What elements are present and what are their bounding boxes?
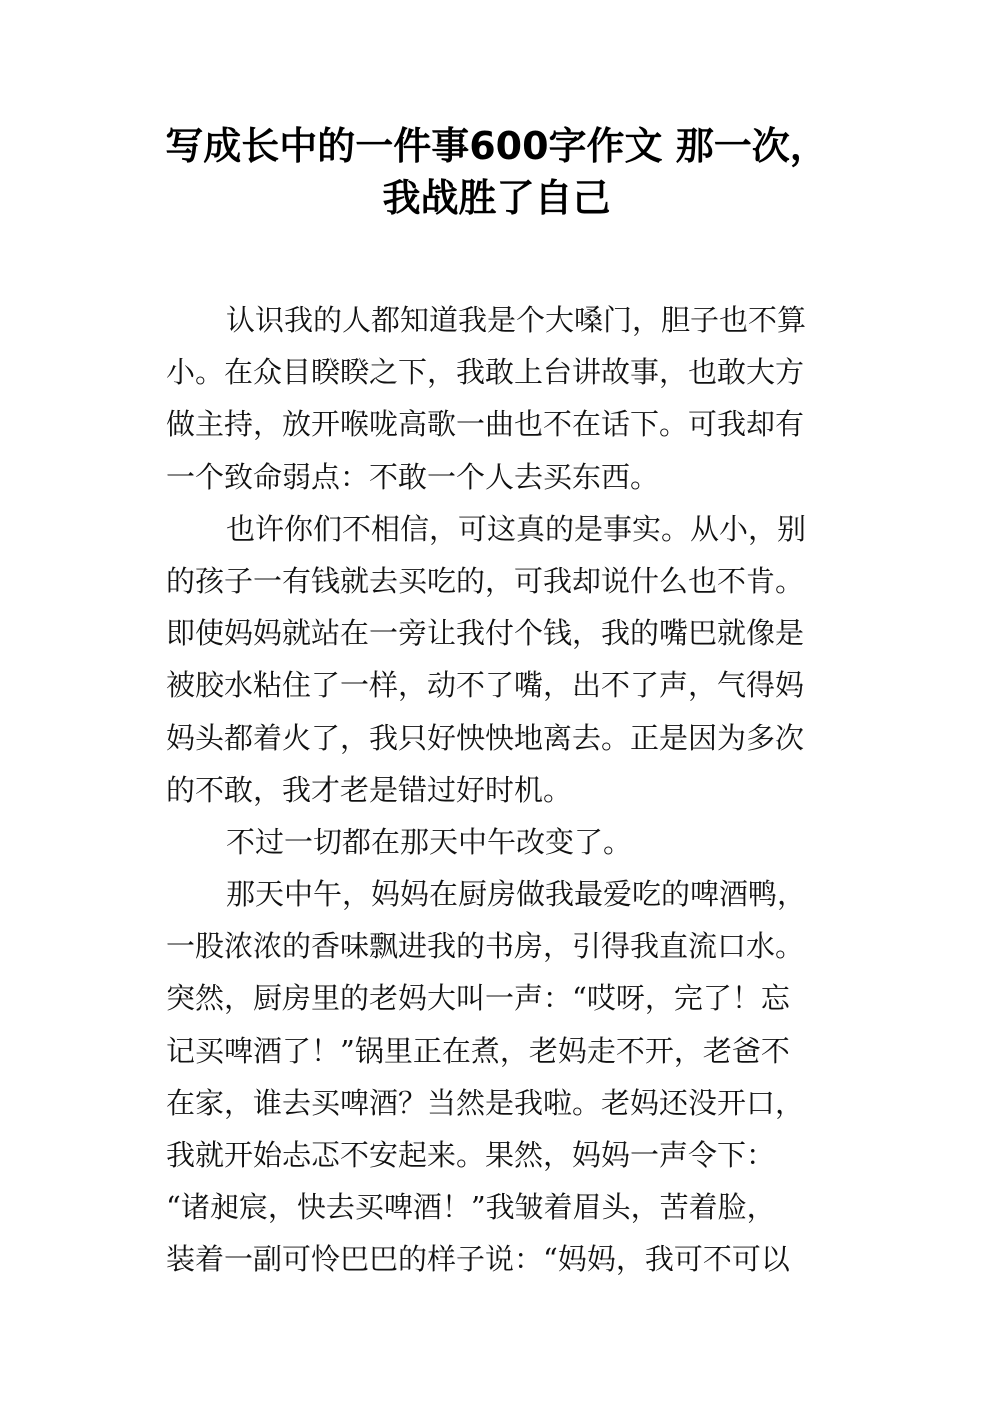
text-line: 的孩子一有钱就去买吃的，可我却说什么也不肯。 <box>166 563 805 598</box>
text-line: 装着一副可怜巴巴的样子说：“妈妈，我可不可以 <box>166 1242 790 1277</box>
text-line: 记买啤酒了！”锅里正在煮，老妈走不开，老爸不 <box>166 1033 790 1068</box>
text-line: 小。在众目睽睽之下，我敢上台讲故事，也敢大方 <box>166 355 805 390</box>
text-line: “诸昶宸，快去买啤酒！”我皱着眉头，苦着脸， <box>166 1190 776 1225</box>
text-line: 一股浓浓的香味飘进我的书房，引得我直流口水。 <box>166 929 805 964</box>
text-line: 突然，厨房里的老妈大叫一声：“哎呀，完了！忘 <box>166 981 790 1016</box>
text-line: 做主持，放开喉咙高歌一曲也不在话下。可我却有 <box>166 407 805 442</box>
text-line: 被胶水粘住了一样，动不了嘴，出不了声，气得妈 <box>166 668 805 703</box>
text-line: 认识我的人都知道我是个大嗓门，胆子也不算 <box>226 303 807 337</box>
text-line: 那天中午，妈妈在厨房做我最爱吃的啤酒鸭， <box>226 877 807 912</box>
text-line: 也许你们不相信，可这真的是事实。从小，别 <box>226 511 807 546</box>
text-line: 我就开始忐忑不安起来。果然，妈妈一声令下： <box>166 1138 776 1172</box>
title-line-2: 我战胜了自己 <box>382 176 611 220</box>
text-line: 一个致命弱点：不敢一个人去买东西。 <box>166 459 660 494</box>
text-line: 妈头都着火了，我只好怏怏地离去。正是因为多次 <box>166 720 805 755</box>
text-line: 的不敢，我才老是错过好时机。 <box>166 772 573 807</box>
text-line: 在家，谁去买啤酒？当然是我啦。老妈还没开口， <box>166 1085 805 1120</box>
document-title <box>120 120 873 224</box>
text-line: 不过一切都在那天中午改变了。 <box>226 824 633 859</box>
document-body <box>166 294 828 1286</box>
title-line-1: 写成长中的一件事600字作文 那一次， <box>165 124 828 168</box>
text-line: 即使妈妈就站在一旁让我付个钱，我的嘴巴就像是 <box>166 616 805 651</box>
